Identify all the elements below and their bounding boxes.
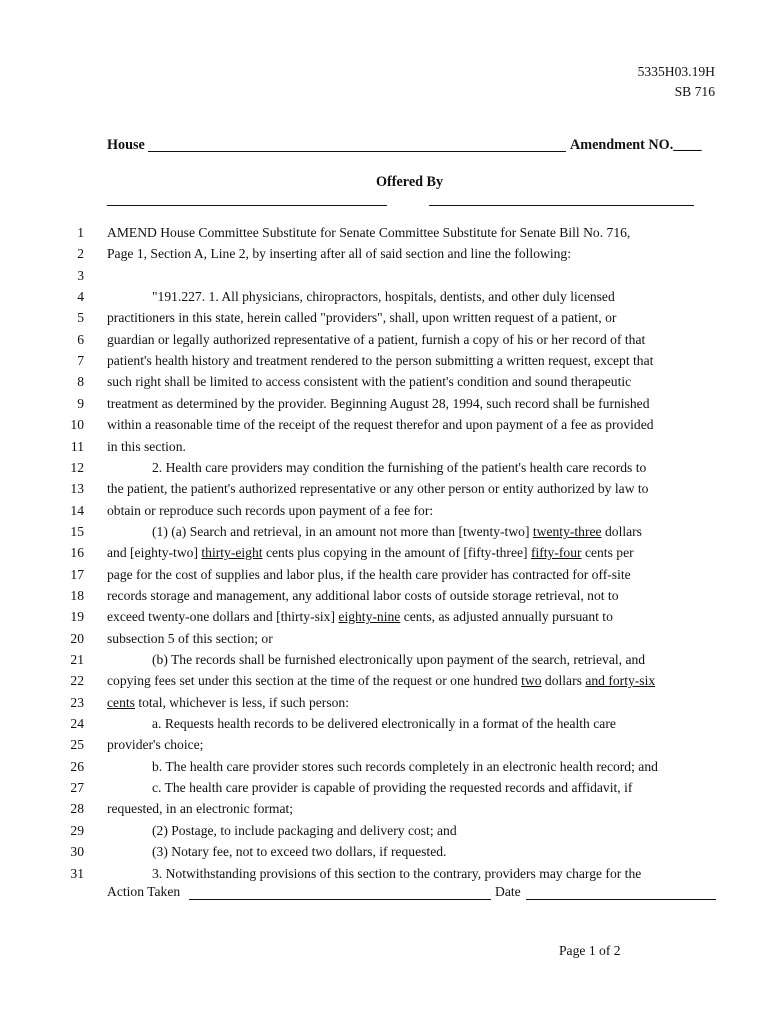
text-segment: subsection 5 of this section; or xyxy=(107,631,273,646)
offered-by-blank-line-left xyxy=(107,205,387,206)
line-number: 31 xyxy=(70,866,84,881)
line-number: 27 xyxy=(70,780,84,795)
action-taken-label: Action Taken xyxy=(107,884,181,899)
line-number: 23 xyxy=(70,695,84,710)
house-label: House xyxy=(107,137,145,153)
text-segment: dollars xyxy=(601,524,642,539)
text-segment: c. The health care provider is capable of providing the requested records and affidavit, if xyxy=(152,780,633,795)
text-segment: guardian or legally authorized representative of a patient, furnish a copy of his or her record of that xyxy=(107,332,646,347)
text-segment: requested, in an electronic format; xyxy=(107,801,294,816)
text-segment: total, whichever is less, if such person: xyxy=(134,695,349,710)
line-number: 28 xyxy=(70,801,84,816)
text-segment: page for the cost of supplies and labor plus, if the health care provider has contracted for off-site xyxy=(107,567,631,582)
line-text xyxy=(107,503,719,519)
text-segment: such right shall be limited to access consistent with the patient's condition and sound therapeutic xyxy=(107,374,632,389)
line-text xyxy=(107,289,719,305)
line-text xyxy=(107,396,719,412)
line-number: 10 xyxy=(70,417,84,432)
line-text xyxy=(107,631,719,647)
line-text xyxy=(107,310,719,326)
line-text xyxy=(107,481,719,497)
line-text xyxy=(107,695,719,711)
line-text xyxy=(107,652,719,668)
text-segment: in this section. xyxy=(107,439,186,454)
line-text xyxy=(107,844,719,860)
text-segment: within a reasonable time of the receipt of the request therefor and upon payment of a fee as provided xyxy=(107,417,654,432)
line-number: 25 xyxy=(70,737,84,752)
text-segment: cents, as adjusted annually pursuant to xyxy=(400,609,613,624)
line-number: 16 xyxy=(70,545,84,560)
line-number: 30 xyxy=(70,844,84,859)
text-segment: (b) The records shall be furnished electronically upon payment of the search, retrieval, and xyxy=(152,652,646,667)
text-segment: Page 1, Section A, Line 2, by inserting after all of said section and line the following: xyxy=(107,246,571,261)
line-number: 19 xyxy=(70,609,84,624)
line-number: 21 xyxy=(70,652,84,667)
text-segment: "191.227. 1. All physicians, chiropractors, hospitals, dentists, and other duly licensed xyxy=(152,289,615,304)
text-segment: cents per xyxy=(581,545,634,560)
bill-number: SB 716 xyxy=(674,84,715,99)
inserted-text: twenty-three xyxy=(532,524,602,539)
inserted-text: cents xyxy=(107,695,135,710)
line-text xyxy=(107,609,719,625)
line-number: 17 xyxy=(70,567,84,582)
inserted-text: thirty-eight xyxy=(201,545,263,560)
line-text xyxy=(107,353,719,369)
inserted-text: fifty-four xyxy=(530,545,582,560)
page-number: Page 1 of 2 xyxy=(559,943,621,958)
inserted-text: two xyxy=(521,673,542,688)
line-text xyxy=(107,866,719,882)
text-segment: 3. Notwithstanding provisions of this section to the contrary, providers may charge for the xyxy=(152,866,642,881)
text-segment: provider's choice; xyxy=(107,737,204,752)
date-label: Date xyxy=(495,884,521,899)
text-segment: AMEND House Committee Substitute for Senate Committee Substitute for Senate Bill No. 716, xyxy=(107,225,631,240)
line-number: 7 xyxy=(77,353,84,368)
line-text xyxy=(107,801,719,817)
text-segment: the patient, the patient's authorized representative or any other person or entity authorized by law to xyxy=(107,481,649,496)
text-segment: copying fees set under this section at the time of the request or one hundred xyxy=(107,673,522,688)
line-number: 5 xyxy=(77,310,84,325)
line-text xyxy=(107,737,719,753)
text-segment: a. Requests health records to be delivered electronically in a format of the health care xyxy=(152,716,616,731)
action-taken-blank-line xyxy=(189,899,491,900)
line-number: 14 xyxy=(70,503,84,518)
amendment-number-label: Amendment NO.____ xyxy=(570,137,702,153)
offered-by-label: Offered By xyxy=(376,174,444,190)
text-segment: exceed twenty-one dollars and [thirty-six] xyxy=(107,609,339,624)
text-segment: b. The health care provider stores such records completely in an electronic health record; and xyxy=(152,759,658,774)
text-segment: cents plus copying in the amount of [fifty-three] xyxy=(262,545,531,560)
text-segment: 2. Health care providers may condition the furnishing of the patient's health care records to xyxy=(152,460,647,475)
line-text xyxy=(107,759,719,775)
line-text xyxy=(107,588,719,604)
text-segment: patient's health history and treatment rendered to the person submitting a written request, except that xyxy=(107,353,654,368)
text-segment: (1) (a) Search and retrieval, in an amount not more than [twenty-two] xyxy=(152,524,533,539)
line-text xyxy=(107,225,719,241)
line-text xyxy=(107,374,719,390)
inserted-text: and forty-six xyxy=(585,673,656,688)
line-number: 18 xyxy=(70,588,84,603)
date-blank-line xyxy=(526,899,716,900)
line-number: 6 xyxy=(77,332,84,347)
line-number: 9 xyxy=(77,396,84,411)
line-number: 26 xyxy=(70,759,84,774)
line-text xyxy=(107,716,719,732)
line-number: 4 xyxy=(77,289,84,304)
document-code: 5335H03.19H xyxy=(637,64,715,79)
line-text xyxy=(107,823,719,839)
line-text xyxy=(107,246,719,262)
line-text xyxy=(107,524,719,540)
text-segment: dollars xyxy=(541,673,586,688)
line-number: 11 xyxy=(70,439,84,454)
line-text xyxy=(107,673,719,689)
line-number: 2 xyxy=(77,246,84,261)
offered-by-blank-line-right xyxy=(429,205,694,206)
line-number: 1 xyxy=(77,225,84,240)
text-segment: obtain or reproduce such records upon payment of a fee for: xyxy=(107,503,434,518)
line-number: 24 xyxy=(70,716,84,731)
line-number: 3 xyxy=(77,268,84,283)
line-number: 8 xyxy=(77,374,84,389)
text-segment: records storage and management, any additional labor costs of outside storage retrieval, not to xyxy=(107,588,619,603)
line-text xyxy=(107,567,719,583)
line-text xyxy=(107,545,719,561)
line-text xyxy=(107,332,719,348)
line-number: 29 xyxy=(70,823,84,838)
text-segment: and [eighty-two] xyxy=(107,545,202,560)
text-segment: (2) Postage, to include packaging and delivery cost; and xyxy=(152,823,457,838)
text-segment: practitioners in this state, herein called "providers", shall, upon written request of a patient, or xyxy=(107,310,617,325)
line-number: 22 xyxy=(70,673,84,688)
line-number: 15 xyxy=(70,524,84,539)
line-text xyxy=(107,780,719,796)
inserted-text: eighty-nine xyxy=(338,609,401,624)
house-blank-line xyxy=(148,151,566,152)
line-number: 20 xyxy=(70,631,84,646)
text-segment: treatment as determined by the provider. Beginning August 28, 1994, such record shall be furnished xyxy=(107,396,650,411)
text-segment: (3) Notary fee, not to exceed two dollars, if requested. xyxy=(152,844,447,859)
line-number: 13 xyxy=(70,481,84,496)
line-number: 12 xyxy=(70,460,84,475)
line-text xyxy=(107,417,719,433)
line-text xyxy=(107,439,719,455)
line-text xyxy=(107,460,719,476)
